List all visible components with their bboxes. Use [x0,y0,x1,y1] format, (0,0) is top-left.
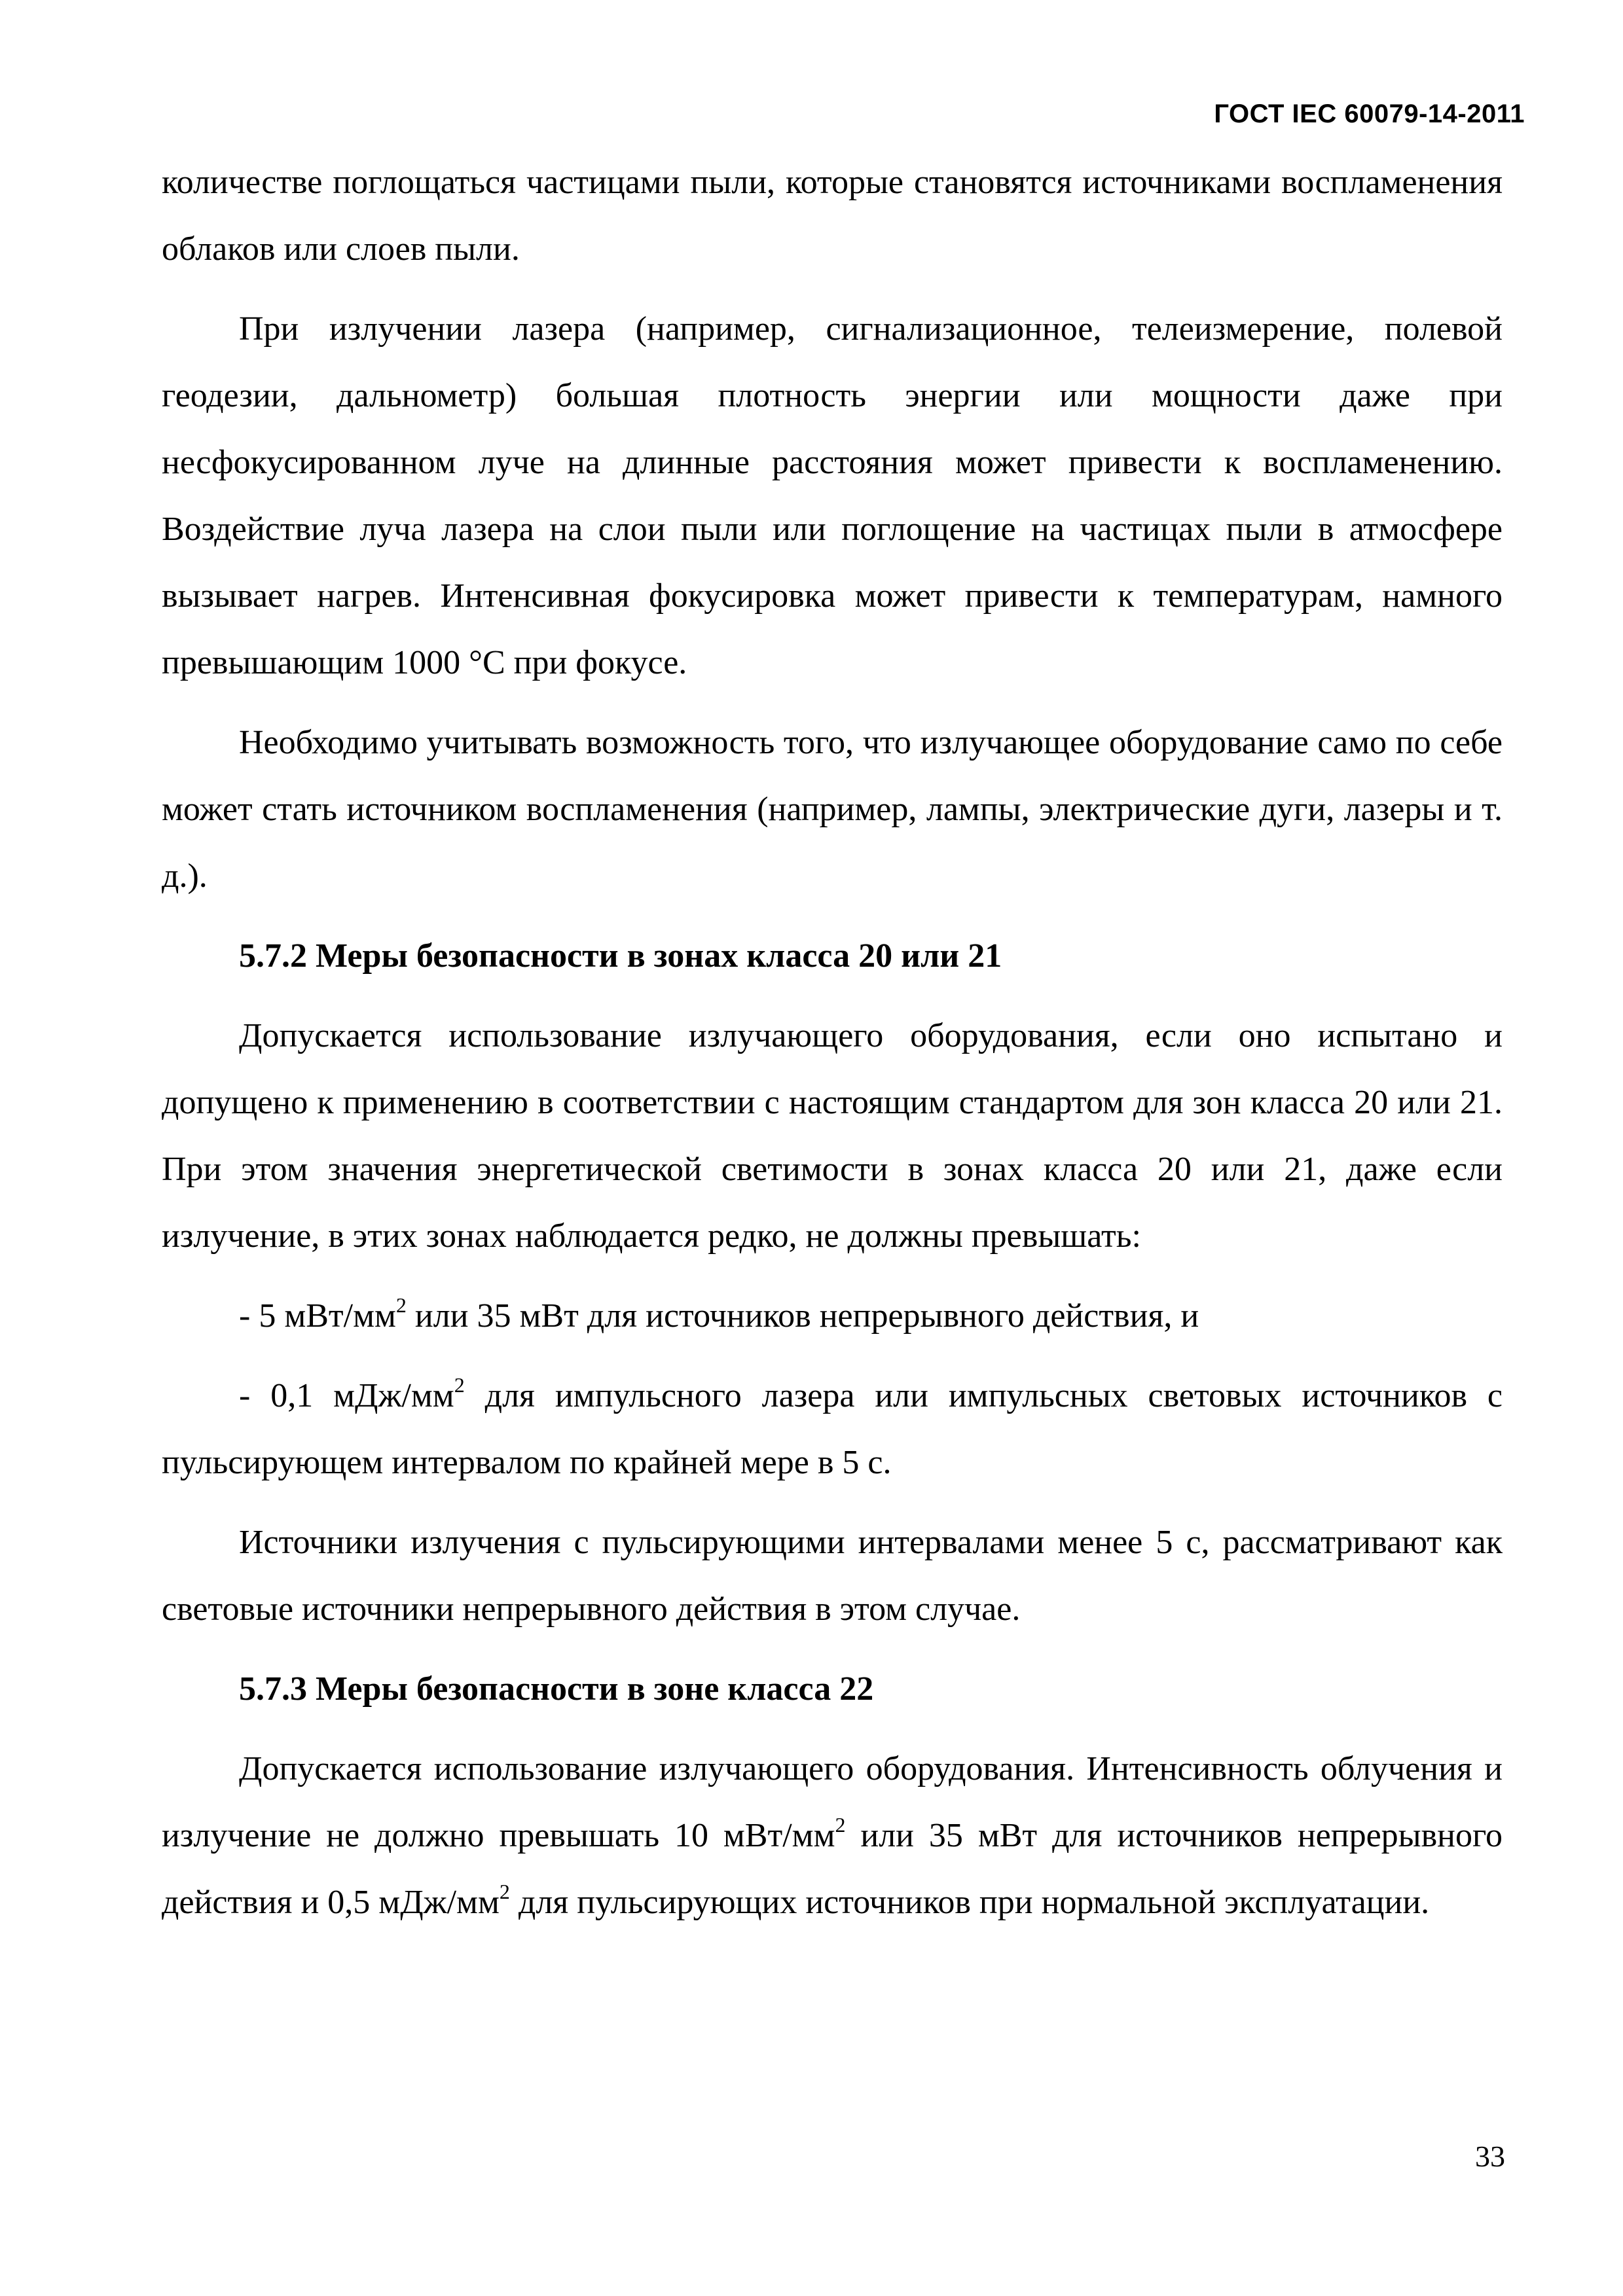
list-item-continuous [162,1283,1503,1350]
list-item-text: или 35 мВт для источников непрерывного действия, и [406,1297,1199,1335]
paragraph-continuation: количестве поглощаться частицами пыли, которые становятся источниками воспламенения облаков или слоев пыли. [162,164,1503,268]
paragraph-text: Допускается использование излучающего оборудования. Интенсивность облучения и излучение не должно превышать 10 мВт/мм [162,1750,1503,1854]
superscript: 2 [835,1813,846,1837]
section-heading-5-7-3: 5.7.3 Меры безопасности в зоне класса 22 [239,1670,874,1708]
paragraph-text: для пульсирующих источников при нормальной эксплуатации. [509,1884,1430,1921]
list-item-text: - 5 мВт/мм [239,1297,396,1335]
list-item-pulsed [162,1363,1503,1496]
document-body [162,149,1503,1936]
list-item-text: для импульсного лазера или импульсных световых источников с пульсирующем интервалом по крайней мере в 5 с. [162,1377,1503,1481]
list-item-text: - 0,1 мДж/мм [239,1377,454,1414]
paragraph-ignition-source: Необходимо учитывать возможность того, что излучающее оборудование само по себе может стать источником воспламенения (например, лампы, электрические дуги, лазеры и т. д.). [162,724,1503,895]
paragraph-zones-20-21: Допускается использование излучающего оборудования, если оно испытано и допущено к применению в соответствии с настоящим стандартом для зон класса 20 или 21. При этом значения энергетической светимости в зонах класса 20 или 21, даже если излучение, в этих зонах наблюдается редко, не должны превышать: [162,1017,1503,1255]
paragraph-zone-22 [162,1736,1503,1936]
superscript: 2 [395,1293,407,1317]
section-heading-5-7-2: 5.7.2 Меры безопасности в зонах класса 20 или 21 [239,937,1002,975]
superscript: 2 [499,1880,510,1903]
page-number: 33 [1475,2140,1505,2173]
paragraph-pulsing-sources: Источники излучения с пульсирующими интервалами менее 5 с, рассматривают как световые источники непрерывного действия в этом случае. [162,1524,1503,1628]
superscript: 2 [454,1373,465,1397]
paragraph-text: или 35 мВт для источников непрерывного действия и 0,5 мДж/мм [162,1817,1503,1921]
standard-header: ГОСТ IEC 60079-14-2011 [1214,99,1525,128]
paragraph-laser-radiation: При излучении лазера (например, сигнализационное, телеизмерение, полевой геодезии, дальнометр) большая плотность энергии или мощности даже при несфокусированном луче на длинные расстояния может привести к воспламенению. Воздействие луча лазера на слои пыли или поглощение на частицах пыли в атмосфере вызывает нагрев. Интенсивная фокусировка может привести к температурам, намного превышающим 1000 °С при фокусе. [162,310,1503,681]
